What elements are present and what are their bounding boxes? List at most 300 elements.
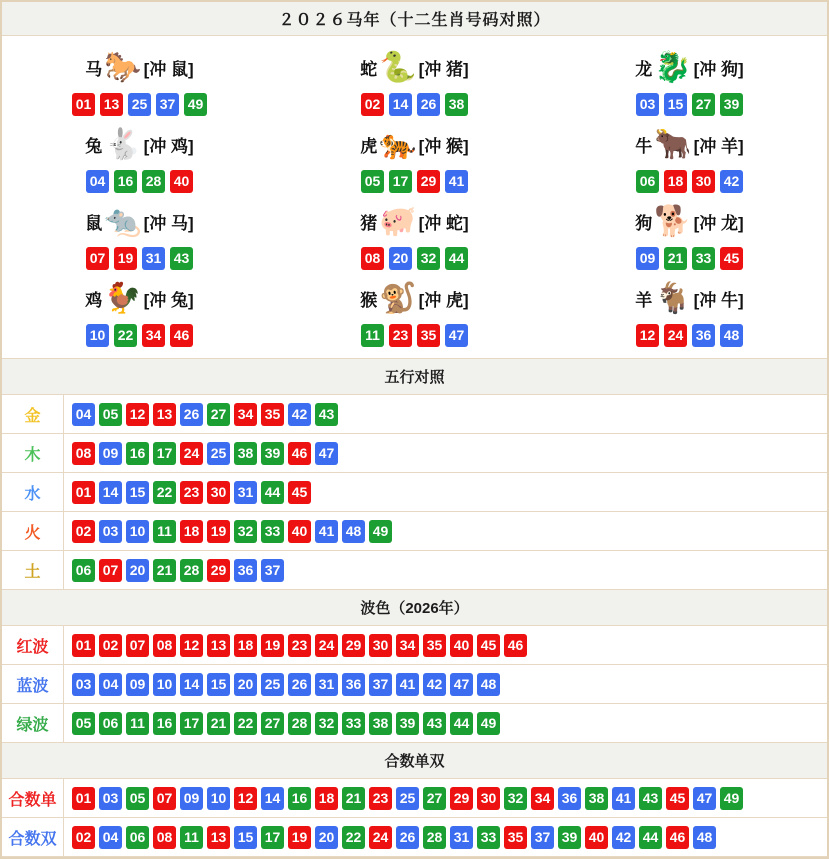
number-ball: 37: [369, 673, 392, 696]
number-ball: 18: [315, 787, 338, 810]
zodiac-title: [360, 277, 468, 321]
five-elements-table: [2, 395, 827, 590]
number-ball: 06: [126, 826, 149, 849]
rooster-icon: 🐓: [104, 280, 142, 316]
number-ball: 16: [288, 787, 311, 810]
number-ball: 42: [423, 673, 446, 696]
number-ball: 23: [389, 324, 412, 347]
number-ball: 07: [126, 634, 149, 657]
number-ball: 20: [389, 247, 412, 270]
number-ball: 09: [126, 673, 149, 696]
waves-table: [2, 626, 827, 743]
number-ball: 19: [288, 826, 311, 849]
row-numbers: [64, 704, 827, 742]
zodiac-name: 龙: [635, 60, 653, 79]
number-ball: 08: [361, 247, 384, 270]
zodiac-grid: [2, 36, 827, 359]
number-ball: 08: [153, 826, 176, 849]
zodiac-title: [360, 123, 468, 167]
ox-icon: 🐂: [654, 126, 692, 162]
number-ball: 18: [180, 520, 203, 543]
number-ball: 29: [450, 787, 473, 810]
rat-icon: 🐀: [104, 203, 142, 239]
row-numbers: [64, 626, 827, 664]
row-numbers: [64, 395, 827, 433]
zodiac-cell: [277, 273, 552, 350]
number-ball: 36: [342, 673, 365, 696]
number-ball: 11: [361, 324, 384, 347]
number-ball: 47: [450, 673, 473, 696]
number-ball: 11: [153, 520, 176, 543]
number-ball: 16: [153, 712, 176, 735]
number-ball: 46: [666, 826, 689, 849]
number-ball: 28: [423, 826, 446, 849]
number-ball: 39: [558, 826, 581, 849]
table-row: [2, 434, 827, 473]
number-ball: 46: [504, 634, 527, 657]
number-ball: 45: [666, 787, 689, 810]
number-ball: 42: [612, 826, 635, 849]
number-ball: 10: [126, 520, 149, 543]
row-label: 合数双: [2, 818, 64, 856]
number-ball: 35: [417, 324, 440, 347]
number-ball: 15: [234, 826, 257, 849]
number-ball: 05: [99, 403, 122, 426]
number-ball: 10: [153, 673, 176, 696]
number-ball: 26: [396, 826, 419, 849]
zodiac-cell: [277, 119, 552, 196]
zodiac-clash: [冲 猪]: [418, 60, 469, 79]
number-ball: 46: [288, 442, 311, 465]
table-row: [2, 395, 827, 434]
number-ball: 17: [261, 826, 284, 849]
number-ball: 48: [720, 324, 743, 347]
number-ball: 32: [315, 712, 338, 735]
number-ball: 15: [126, 481, 149, 504]
row-label: 火: [2, 512, 64, 550]
number-ball: 47: [445, 324, 468, 347]
number-ball: 35: [423, 634, 446, 657]
number-ball: 06: [636, 170, 659, 193]
table-row: [2, 512, 827, 551]
number-ball: 29: [417, 170, 440, 193]
zodiac-title: [635, 46, 743, 90]
number-ball: 30: [369, 634, 392, 657]
number-ball: 14: [99, 481, 122, 504]
number-ball: 33: [692, 247, 715, 270]
number-ball: 33: [342, 712, 365, 735]
zodiac-clash: [冲 鼠]: [143, 60, 194, 79]
number-ball: 38: [234, 442, 257, 465]
number-ball: 25: [261, 673, 284, 696]
number-ball: 16: [126, 442, 149, 465]
zodiac-cell: [552, 196, 827, 273]
number-ball: 27: [207, 403, 230, 426]
number-ball: 05: [126, 787, 149, 810]
number-ball: 12: [126, 403, 149, 426]
number-ball: 02: [99, 634, 122, 657]
row-numbers: [64, 551, 827, 589]
number-ball: 14: [180, 673, 203, 696]
number-ball: 09: [180, 787, 203, 810]
zodiac-cell: [2, 196, 277, 273]
number-ball: 23: [369, 787, 392, 810]
number-ball: 33: [261, 520, 284, 543]
zodiac-title: [85, 200, 193, 244]
number-ball: 48: [693, 826, 716, 849]
row-label: 金: [2, 395, 64, 433]
zodiac-clash: [冲 鸡]: [143, 137, 194, 156]
number-ball: 14: [389, 93, 412, 116]
zodiac-title: [635, 200, 743, 244]
section-header-five-elements: 五行对照: [2, 359, 827, 395]
zodiac-clash: [冲 蛇]: [418, 214, 469, 233]
zodiac-numbers: [86, 170, 193, 193]
number-ball: 39: [261, 442, 284, 465]
table-row: [2, 551, 827, 590]
number-ball: 26: [417, 93, 440, 116]
number-ball: 32: [234, 520, 257, 543]
number-ball: 37: [261, 559, 284, 582]
number-ball: 31: [142, 247, 165, 270]
number-ball: 28: [180, 559, 203, 582]
row-label: 绿波: [2, 704, 64, 742]
number-ball: 13: [153, 403, 176, 426]
zodiac-name: 羊: [635, 291, 653, 310]
zodiac-title: [635, 277, 743, 321]
number-ball: 04: [86, 170, 109, 193]
number-ball: 06: [72, 559, 95, 582]
number-ball: 32: [504, 787, 527, 810]
number-ball: 04: [99, 673, 122, 696]
zodiac-clash: [冲 兔]: [143, 291, 194, 310]
number-ball: 31: [450, 826, 473, 849]
number-ball: 42: [288, 403, 311, 426]
zodiac-numbers: [636, 324, 743, 347]
number-ball: 28: [142, 170, 165, 193]
number-ball: 34: [234, 403, 257, 426]
number-ball: 40: [585, 826, 608, 849]
number-ball: 33: [477, 826, 500, 849]
zodiac-title: [360, 46, 468, 90]
table-row: [2, 704, 827, 743]
number-ball: 21: [153, 559, 176, 582]
number-ball: 04: [72, 403, 95, 426]
number-ball: 46: [170, 324, 193, 347]
number-ball: 22: [342, 826, 365, 849]
number-ball: 22: [114, 324, 137, 347]
zodiac-cell: [2, 273, 277, 350]
page-title: ２０２６马年（十二生肖号码对照）: [2, 2, 827, 36]
number-ball: 09: [99, 442, 122, 465]
number-ball: 48: [477, 673, 500, 696]
zodiac-title: [85, 46, 193, 90]
row-label: 水: [2, 473, 64, 511]
number-ball: 23: [288, 634, 311, 657]
zodiac-title: [360, 200, 468, 244]
zodiac-cell: [277, 42, 552, 119]
horse-icon: 🐎: [104, 49, 142, 85]
number-ball: 29: [207, 559, 230, 582]
number-ball: 03: [636, 93, 659, 116]
zodiac-clash: [冲 狗]: [693, 60, 744, 79]
zodiac-numbers: [361, 247, 468, 270]
number-ball: 45: [288, 481, 311, 504]
number-ball: 27: [261, 712, 284, 735]
zodiac-clash: [冲 虎]: [418, 291, 469, 310]
number-ball: 17: [153, 442, 176, 465]
number-ball: 38: [369, 712, 392, 735]
number-ball: 01: [72, 634, 95, 657]
number-ball: 22: [234, 712, 257, 735]
number-ball: 17: [180, 712, 203, 735]
section-header-sum-parity: 合数单双: [2, 743, 827, 779]
row-label: 土: [2, 551, 64, 589]
monkey-icon: 🐒: [379, 280, 417, 316]
number-ball: 32: [417, 247, 440, 270]
number-ball: 37: [531, 826, 554, 849]
number-ball: 27: [423, 787, 446, 810]
number-ball: 22: [153, 481, 176, 504]
row-label: 合数单: [2, 779, 64, 817]
number-ball: 01: [72, 481, 95, 504]
number-ball: 36: [692, 324, 715, 347]
section-header-waves: 波色（2026年）: [2, 590, 827, 626]
number-ball: 06: [99, 712, 122, 735]
number-ball: 08: [72, 442, 95, 465]
number-ball: 05: [72, 712, 95, 735]
zodiac-cell: [277, 196, 552, 273]
number-ball: 13: [100, 93, 123, 116]
number-ball: 07: [153, 787, 176, 810]
row-label: 红波: [2, 626, 64, 664]
number-ball: 02: [72, 826, 95, 849]
number-ball: 44: [261, 481, 284, 504]
zodiac-numbers: [72, 93, 207, 116]
number-ball: 37: [156, 93, 179, 116]
number-ball: 12: [636, 324, 659, 347]
zodiac-name: 兔: [85, 137, 103, 156]
number-ball: 11: [126, 712, 149, 735]
number-ball: 44: [450, 712, 473, 735]
number-ball: 28: [288, 712, 311, 735]
zodiac-name: 狗: [635, 214, 653, 233]
number-ball: 04: [99, 826, 122, 849]
zodiac-name: 鼠: [85, 214, 103, 233]
number-ball: 15: [664, 93, 687, 116]
number-ball: 25: [207, 442, 230, 465]
number-ball: 38: [585, 787, 608, 810]
number-ball: 17: [389, 170, 412, 193]
number-ball: 43: [315, 403, 338, 426]
row-numbers: [64, 779, 827, 817]
table-row: [2, 473, 827, 512]
number-ball: 41: [612, 787, 635, 810]
row-numbers: [64, 818, 827, 856]
number-ball: 30: [477, 787, 500, 810]
number-ball: 12: [234, 787, 257, 810]
number-ball: 21: [342, 787, 365, 810]
number-ball: 08: [153, 634, 176, 657]
number-ball: 07: [86, 247, 109, 270]
number-ball: 13: [207, 634, 230, 657]
number-ball: 34: [142, 324, 165, 347]
number-ball: 18: [664, 170, 687, 193]
zodiac-numbers: [636, 247, 743, 270]
row-numbers: [64, 512, 827, 550]
number-ball: 18: [234, 634, 257, 657]
snake-icon: 🐍: [379, 49, 417, 85]
number-ball: 24: [664, 324, 687, 347]
zodiac-name: 蛇: [360, 60, 378, 79]
tiger-icon: 🐅: [379, 126, 417, 162]
rabbit-icon: 🐇: [104, 126, 142, 162]
number-ball: 21: [207, 712, 230, 735]
zodiac-cell: [552, 119, 827, 196]
number-ball: 05: [361, 170, 384, 193]
number-ball: 35: [261, 403, 284, 426]
number-ball: 34: [396, 634, 419, 657]
zodiac-title: [85, 277, 193, 321]
number-ball: 19: [261, 634, 284, 657]
zodiac-name: 牛: [635, 137, 653, 156]
number-ball: 03: [99, 520, 122, 543]
number-ball: 16: [114, 170, 137, 193]
number-ball: 45: [720, 247, 743, 270]
number-ball: 03: [99, 787, 122, 810]
number-ball: 44: [445, 247, 468, 270]
number-ball: 24: [369, 826, 392, 849]
number-ball: 15: [207, 673, 230, 696]
number-ball: 43: [170, 247, 193, 270]
table-row: [2, 626, 827, 665]
number-ball: 27: [692, 93, 715, 116]
number-ball: 41: [445, 170, 468, 193]
row-numbers: [64, 434, 827, 472]
number-ball: 01: [72, 93, 95, 116]
zodiac-title: [635, 123, 743, 167]
zodiac-numbers: [361, 93, 468, 116]
zodiac-numbers: [361, 324, 468, 347]
number-ball: 26: [288, 673, 311, 696]
number-ball: 36: [558, 787, 581, 810]
table-row: [2, 818, 827, 857]
number-ball: 20: [315, 826, 338, 849]
number-ball: 10: [207, 787, 230, 810]
zodiac-clash: [冲 牛]: [693, 291, 744, 310]
table-row: [2, 665, 827, 704]
number-ball: 40: [450, 634, 473, 657]
number-ball: 47: [315, 442, 338, 465]
zodiac-clash: [冲 马]: [143, 214, 194, 233]
number-ball: 30: [207, 481, 230, 504]
number-ball: 25: [128, 93, 151, 116]
number-ball: 02: [361, 93, 384, 116]
zodiac-name: 鸡: [85, 291, 103, 310]
number-ball: 02: [72, 520, 95, 543]
zodiac-name: 猪: [360, 214, 378, 233]
zodiac-numbers: [361, 170, 468, 193]
sum-parity-table: [2, 779, 827, 857]
zodiac-numbers: [636, 93, 743, 116]
dragon-icon: 🐉: [654, 49, 692, 85]
number-ball: 12: [180, 634, 203, 657]
pig-icon: 🐖: [379, 203, 417, 239]
number-ball: 09: [636, 247, 659, 270]
number-ball: 13: [207, 826, 230, 849]
number-ball: 42: [720, 170, 743, 193]
number-ball: 40: [288, 520, 311, 543]
zodiac-name: 马: [85, 60, 103, 79]
number-ball: 40: [170, 170, 193, 193]
zodiac-cell: [552, 273, 827, 350]
number-ball: 39: [720, 93, 743, 116]
number-ball: 44: [639, 826, 662, 849]
number-ball: 23: [180, 481, 203, 504]
dog-icon: 🐕: [654, 203, 692, 239]
number-ball: 48: [342, 520, 365, 543]
number-ball: 19: [114, 247, 137, 270]
number-ball: 43: [423, 712, 446, 735]
zodiac-numbers: [636, 170, 743, 193]
zodiac-name: 虎: [360, 137, 378, 156]
number-ball: 43: [639, 787, 662, 810]
number-ball: 49: [720, 787, 743, 810]
number-ball: 24: [180, 442, 203, 465]
number-ball: 41: [396, 673, 419, 696]
number-ball: 31: [234, 481, 257, 504]
number-ball: 29: [342, 634, 365, 657]
zodiac-cell: [2, 119, 277, 196]
zodiac-title: [85, 123, 193, 167]
number-ball: 45: [477, 634, 500, 657]
zodiac-numbers: [86, 247, 193, 270]
number-ball: 49: [184, 93, 207, 116]
number-ball: 19: [207, 520, 230, 543]
number-ball: 21: [664, 247, 687, 270]
number-ball: 31: [315, 673, 338, 696]
number-ball: 14: [261, 787, 284, 810]
number-ball: 39: [396, 712, 419, 735]
number-ball: 03: [72, 673, 95, 696]
number-ball: 26: [180, 403, 203, 426]
number-ball: 20: [126, 559, 149, 582]
row-numbers: [64, 665, 827, 703]
table-row: [2, 779, 827, 818]
number-ball: 25: [396, 787, 419, 810]
number-ball: 07: [99, 559, 122, 582]
number-ball: 49: [477, 712, 500, 735]
row-numbers: [64, 473, 827, 511]
zodiac-clash: [冲 猴]: [418, 137, 469, 156]
number-ball: 36: [234, 559, 257, 582]
number-ball: 41: [315, 520, 338, 543]
zodiac-name: 猴: [360, 291, 378, 310]
zodiac-numbers: [86, 324, 193, 347]
number-ball: 35: [504, 826, 527, 849]
number-ball: 11: [180, 826, 203, 849]
zodiac-cell: [2, 42, 277, 119]
zodiac-clash: [冲 龙]: [693, 214, 744, 233]
number-ball: 20: [234, 673, 257, 696]
number-ball: 30: [692, 170, 715, 193]
number-ball: 49: [369, 520, 392, 543]
goat-icon: 🐐: [654, 280, 692, 316]
number-ball: 38: [445, 93, 468, 116]
zodiac-cell: [552, 42, 827, 119]
number-ball: 34: [531, 787, 554, 810]
number-ball: 24: [315, 634, 338, 657]
